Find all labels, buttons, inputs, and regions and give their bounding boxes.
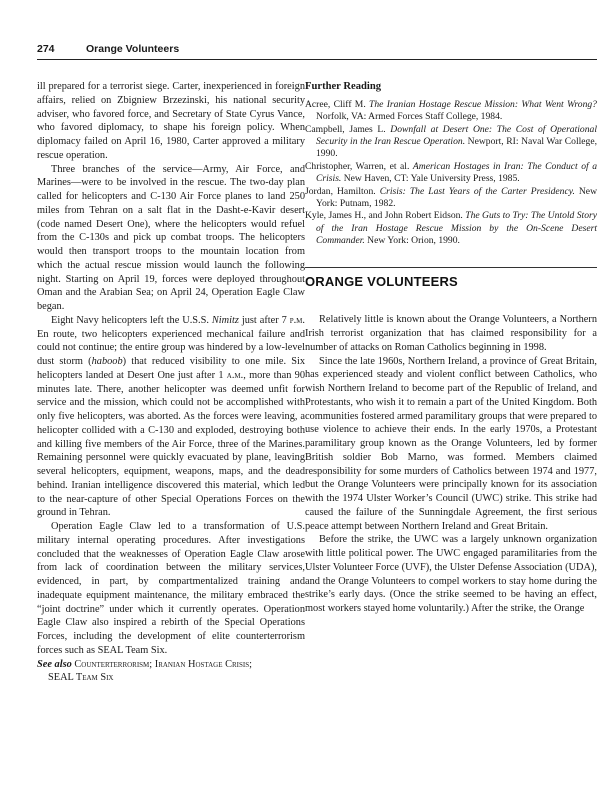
section-title: ORANGE VOLUNTEERS <box>305 273 458 289</box>
running-title: Orange Volunteers <box>86 43 180 55</box>
see-also-label: See also <box>37 658 72 670</box>
running-header <box>37 43 597 59</box>
ref-author: Christopher, Warren, et al. <box>305 160 413 172</box>
text-run: Eight Navy helicopters left the U.S.S. <box>51 314 212 326</box>
reference-entry <box>305 124 597 161</box>
time-abbrev: p.m. <box>289 314 305 326</box>
left-column <box>37 80 305 685</box>
section-rule <box>305 267 597 268</box>
see-also <box>37 658 305 686</box>
section-body <box>305 313 597 616</box>
reference-entry <box>305 161 597 186</box>
ref-title: Crisis: The Last Years of the Carter Presidency. <box>379 185 575 197</box>
ref-publisher: Newport, RI: Naval War College, 1990. <box>316 135 597 160</box>
ref-publisher: New York: Orion, 1990. <box>364 235 460 247</box>
ref-publisher: New Haven, CT: Yale University Press, 1985. <box>341 173 520 185</box>
body-paragraph: Operation Eagle Claw led to a transformation of U.S. military internal operating procedures. After investigations concluded that the weaknesses of Operation Eagle Claw arose from lack of coordination between the military services, evidenced, in part, by compartmentalized training and inadequate equipment maintenance, the military embraced the “joint doctrine” under which it currently operates. Operation Eagle Claw also inspired a rebirth of the Special Operations Forces, including the development of elite counterterrorism forces such as SEAL Team Six. <box>37 521 305 656</box>
text-run: just after 7 <box>238 314 290 326</box>
reference-entry <box>305 210 597 247</box>
ref-title: The Iranian Hostage Rescue Mission: What Went Wrong? <box>369 98 597 110</box>
ship-name: Nimitz <box>211 314 239 326</box>
term-italic: haboob <box>91 356 123 367</box>
body-paragraph: Since the late 1960s, Northern Ireland, a province of Great Britain, has experienced steady and violent conflict between Catholics, who wish Northern Ireland to become part of the Republic of Ireland, and Protestants, who wish it to remain a part of the United Kingdom. Both communities fostered armed paramilitary groups that were prepared to use violence to achieve their ends. In the early 1970s, a Protestant paramilitary group known as the Orange Volunteers, led by former British soldier Bob Marno, was formed. Members claimed responsibility for some murders of Catholics between 1974 and 1977, but the Orange Volunteers were principally known for its association with the 1974 Ulster Worker’s Council (UWC) strike. This strike had caused the failure of the Sunningdale Agreement, the first serious peace attempt between Northern Ireland and Great Britain. <box>305 355 597 532</box>
see-also-links[interactable]: SEAL Team Six <box>48 672 114 684</box>
header-rule <box>37 59 597 60</box>
ref-publisher: New York: Putnam, 1982. <box>316 185 597 209</box>
text-run: En route, two helicopters experienced mechanical failure and could not continue; the entire group was hindered by a low-level dust storm ( <box>37 328 305 367</box>
ref-title: American Hostages in Iran: The Conduct of a Crisis. <box>316 160 597 185</box>
ref-author: Acree, Cliff M. <box>305 98 370 110</box>
body-paragraph: Three branches of the service—Army, Air Force, and Marines—were to be involved in the rescue. The two-day plan called for helicopters and C-130 Air Force planes to land 250 miles from Tehran on a salt flat in the Dasht-e-Kavir desert (code named Desert One), where the helicopters would refuel from the C-130s and pick up combat troops. The helicopters would then transport troops to the mountain location from which the actual rescue mission would launch the following night. Starting on April 19, forces were deployed throughout Oman and the Arabian Sea; on April 24, Operation Eagle Claw began. <box>37 163 305 312</box>
ref-author: Campbell, James L. <box>305 123 391 135</box>
right-column <box>305 80 597 616</box>
ref-publisher: Norfolk, VA: Armed Forces Staff College, 1984. <box>316 111 503 123</box>
body-paragraph <box>37 314 305 520</box>
reference-entry <box>305 99 597 124</box>
reference-entry <box>305 186 597 211</box>
ref-title: The Guts to Try: The Untold Story of the Iran Hostage Rescue Mission by the On-Scene Desert Commander. <box>316 210 597 247</box>
ref-title: Downfall at Desert One: The Cost of Operational Security in the Iran Rescue Operation. <box>316 123 597 147</box>
time-abbrev: a.m. <box>226 369 244 381</box>
ref-author: Kyle, James H., and John Robert Eidson. <box>305 210 466 222</box>
further-reading-heading: Further Reading <box>305 81 382 92</box>
see-also-links[interactable]: Counterterrorism; Iranian Hostage Crisis; <box>74 658 252 670</box>
body-paragraph: ill prepared for a terrorist siege. Carter, inexperienced in foreign affairs, relied on Zbigniew Brzezinski, his national security adviser, who favored force, and Secretary of State Cyrus Vance, who favored diplomacy, to shape his foreign policy. When diplomacy failed on April 16, 1980, Carter approved a military rescue operation. <box>37 81 305 161</box>
text-run: ) that reduced visibility to one mile. Six helicopters landed at Desert One just after 1 <box>37 356 306 381</box>
text-run: , more than 90 minutes late. There, another helicopter was deemed unfit for service and the mission, which could not be accomplished with only five helicopters, was aborted. As the forces were leaving, a helicopter collided with a C-130 and exploded, destroying both and killing five members of the Air Force, three of the Marines. Remaining personnel were quickly evacuated by plane, leaving several helicopters, equipment, weapons, maps, and the dead behind. Iranian intelligence discovered this material, which led to the near-capture of other Special Operations Forces on the ground in Tehran. <box>37 369 305 519</box>
page-number: 274 <box>37 43 55 55</box>
body-paragraph: Before the strike, the UWC was a largely unknown organization with little political power. The UWC engaged paramilitaries from the Ulster Volunteer Force (UVF), the Ulster Defense Association (UDA), and the Orange Volunteers to compel workers to stay home during the strike’s early days. (Once the strike seemed to be having an effect, most workers stayed home voluntarily.) After the strike, the Orange <box>305 534 597 615</box>
ref-author: Jordan, Hamilton. <box>305 185 380 197</box>
body-paragraph: Relatively little is known about the Orange Volunteers, a Northern Irish terrorist organization that has claimed responsibility for a number of attacks on Roman Catholics beginning in 1998. <box>305 314 597 353</box>
